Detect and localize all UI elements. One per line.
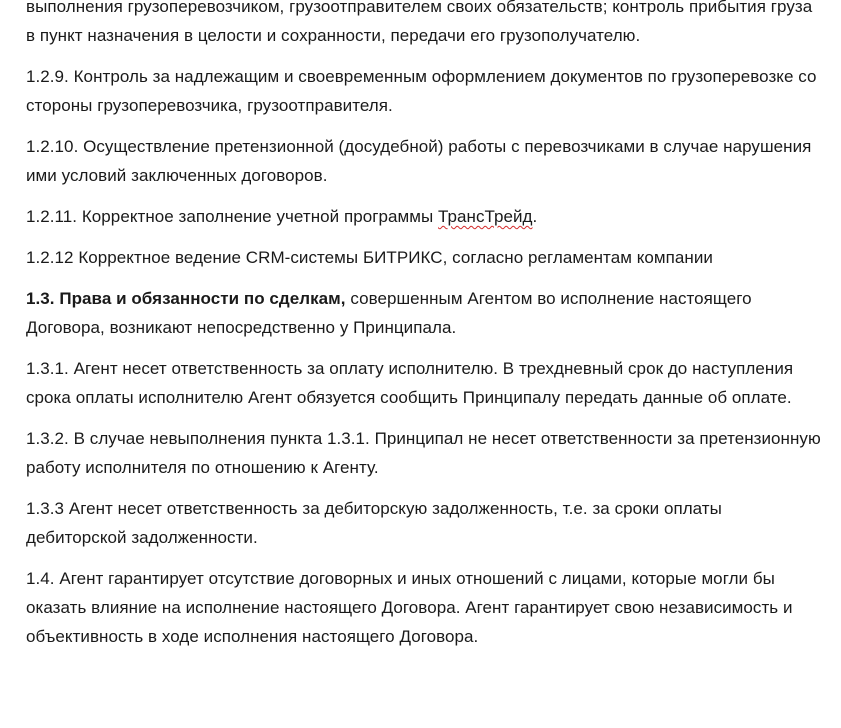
paragraph-cargo-control: выполнения грузоперевозчиком, грузоотправителем своих обязательств; контроль прибытия груза в пункт назначения в целости и сохранности, передачи его грузополучателю.	[26, 0, 813, 45]
document-body[interactable]	[26, 0, 826, 663]
section-heading-1-3: 1.3. Права и обязанности по сделкам,	[26, 289, 346, 308]
paragraph-1-3-text: совершенным Агентом во исполнение настоящего Договора, возникают непосредственно у Принципала.	[26, 289, 752, 337]
paragraph-1-2-12: 1.2.12 Корректное ведение CRM-системы БИТРИКС, согласно регламентам компании	[26, 248, 713, 267]
paragraph-1-3	[26, 284, 826, 342]
paragraph-1-2-11	[26, 202, 826, 231]
misspelled-word[interactable]: ТрансТрейд	[438, 207, 533, 226]
paragraph-1-4: 1.4. Агент гарантирует отсутствие договорных и иных отношений с лицами, которые могли бы оказать влияние на исполнение настоящего Договора. Агент гарантирует свою независимость и объективность в ходе исполнения настоящего Договора.	[26, 569, 793, 646]
paragraph-1-2-9: 1.2.9. Контроль за надлежащим и своевременным оформлением документов по грузоперевозке со стороны грузоперевозчика, грузоотправителя.	[26, 67, 817, 115]
paragraph-1-3-1: 1.3.1. Агент несет ответственность за оплату исполнителю. В трехдневный срок до наступления срока оплаты исполнителю Агент обязуется сообщить Принципалу передать данные об оплате.	[26, 359, 794, 407]
paragraph-1-2-10: 1.2.10. Осуществление претензионной (досудебной) работы с перевозчиками в случае нарушения ими условий заключенных договоров.	[26, 137, 812, 185]
paragraph-1-2-11-text: 1.2.11. Корректное заполнение учетной программы	[26, 207, 439, 226]
paragraph-1-3-3: 1.3.3 Агент несет ответственность за дебиторскую задолженность, т.е. за сроки оплаты дебиторской задолженности.	[26, 499, 722, 547]
paragraph-1-2-11-end: .	[532, 207, 538, 226]
paragraph-1-3-2: 1.3.2. В случае невыполнения пункта 1.3.1. Принципал не несет ответственности за претензионную работу исполнителя по отношению к Агенту.	[26, 429, 821, 477]
